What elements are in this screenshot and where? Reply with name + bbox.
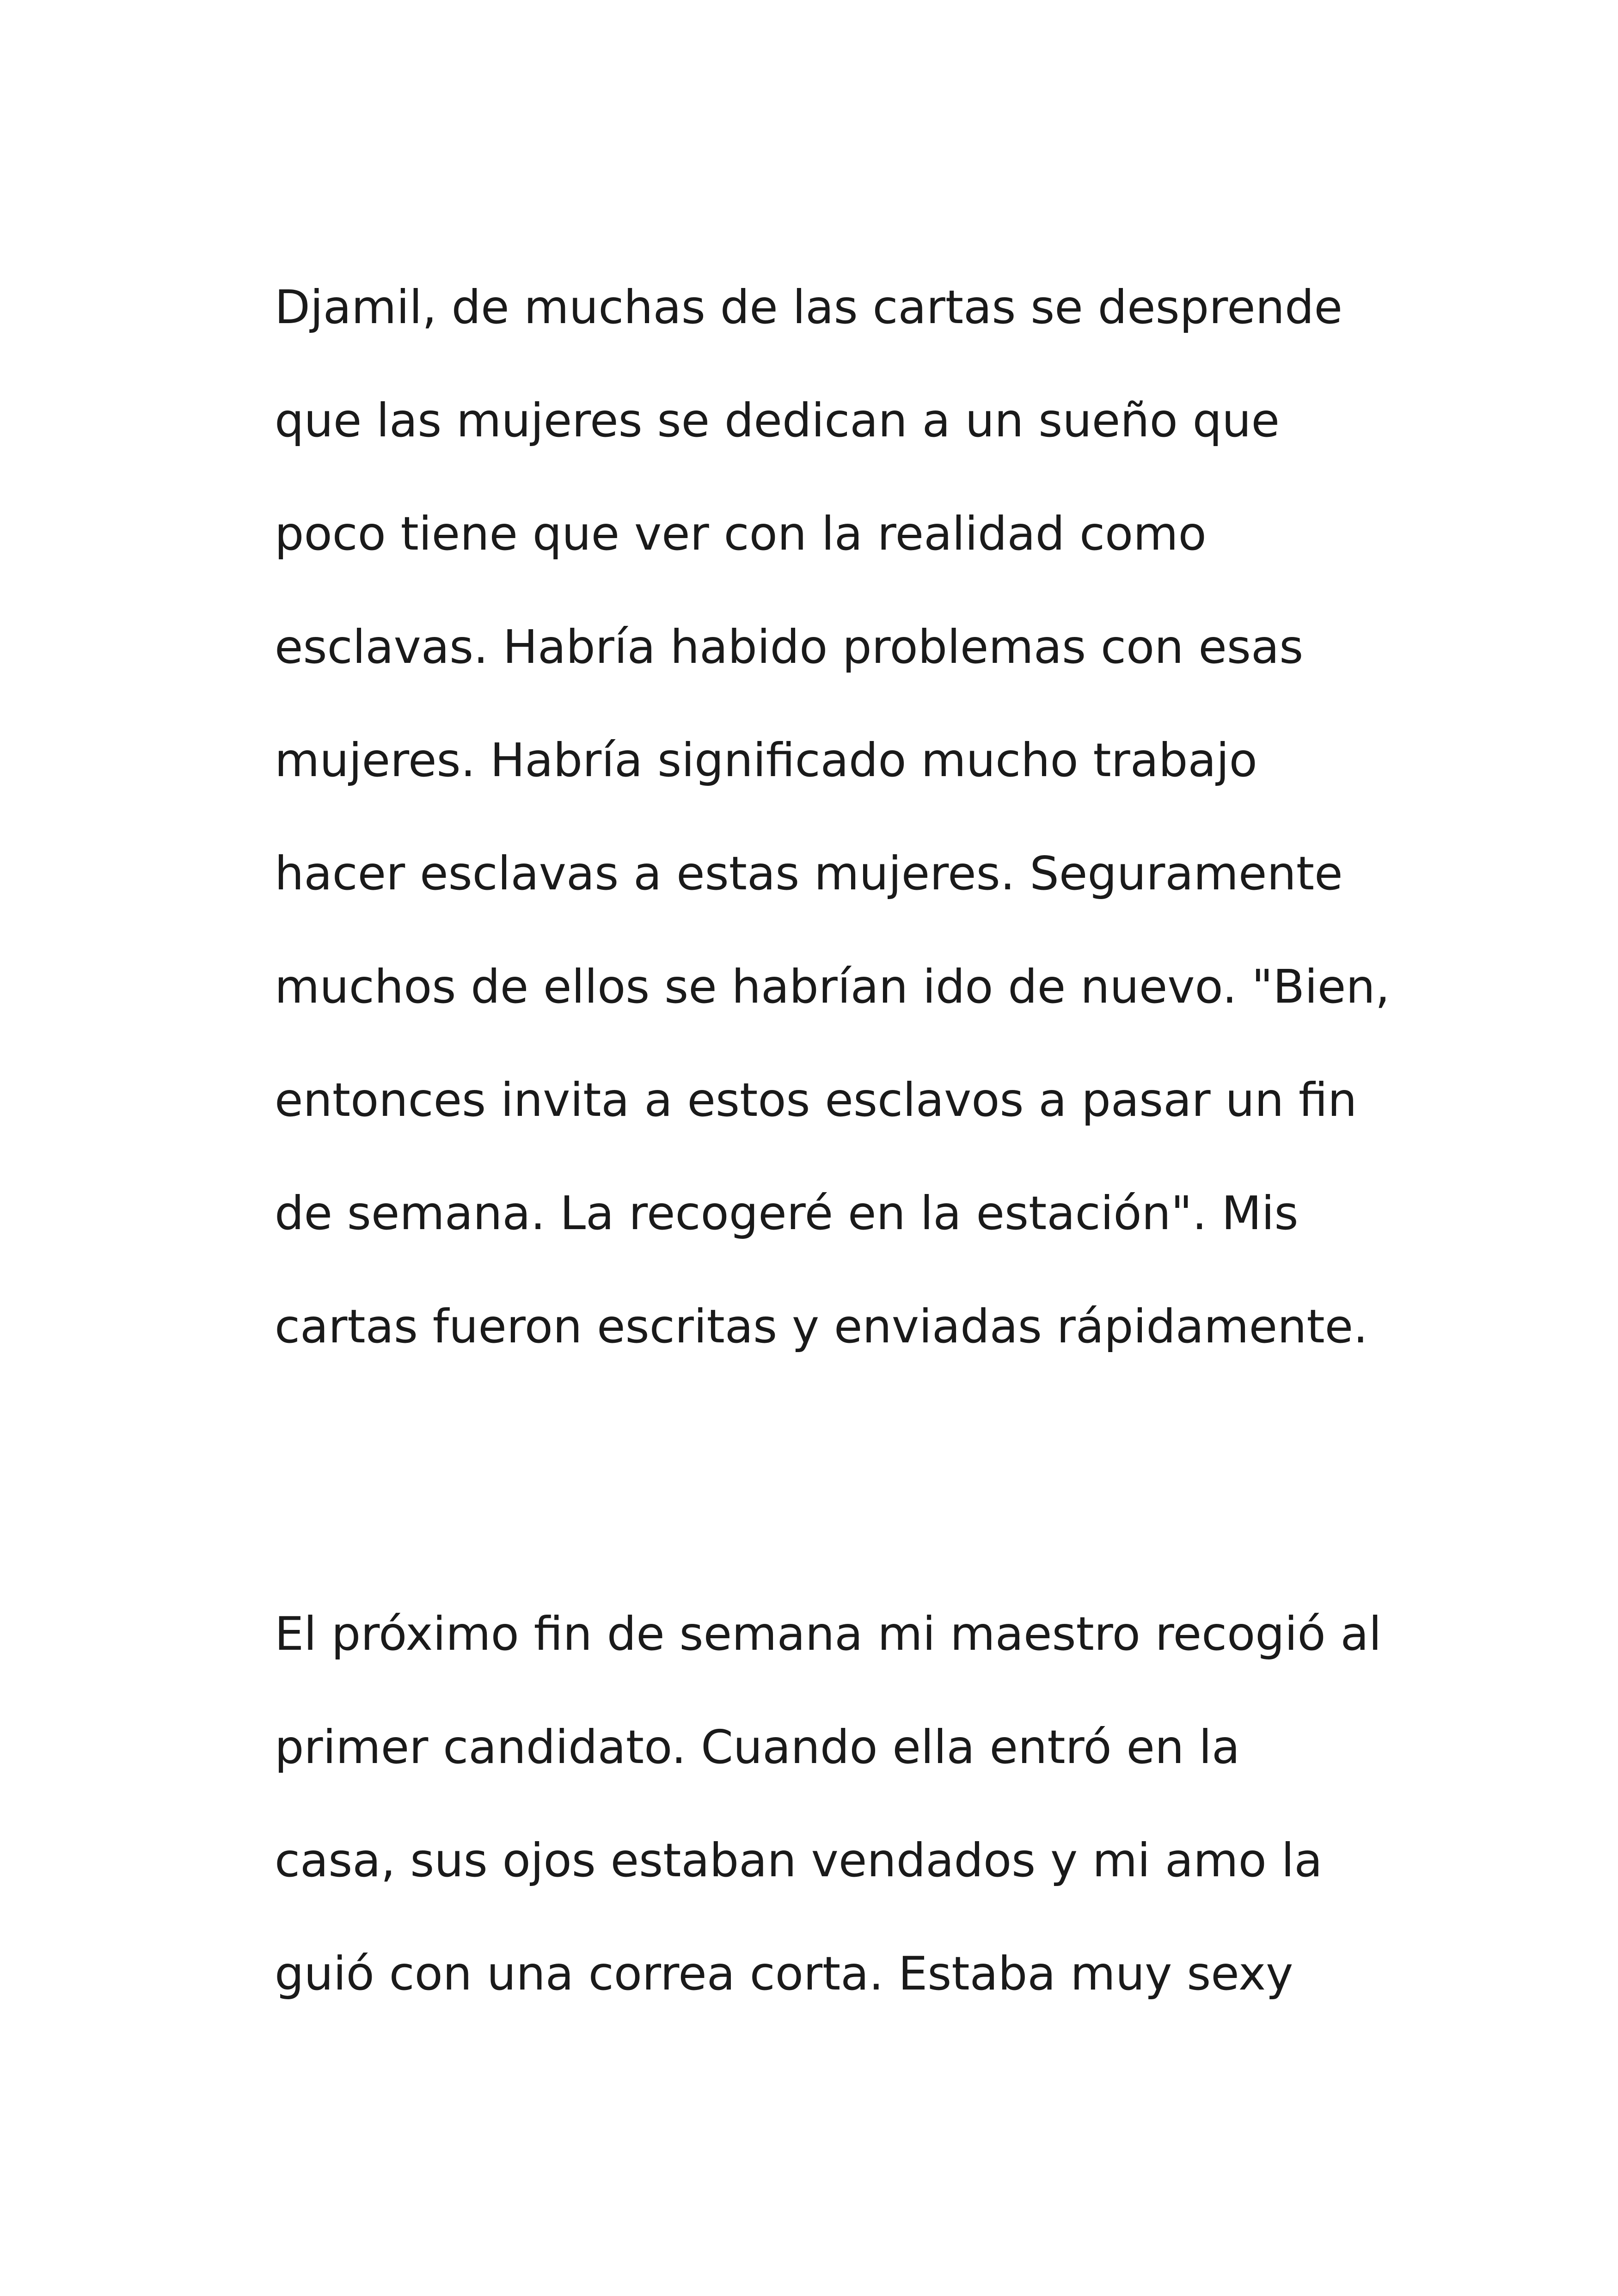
text-line: muchos de ellos se habrían ido de nuevo. "Bien, [275,960,1390,1014]
text-line: primer candidato. Cuando ella entró en la [275,1720,1240,1774]
text-line: mujeres. Habría significado mucho trabajo [275,733,1257,787]
text-line: que las mujeres se dedican a un sueño que [275,393,1280,447]
text-line: poco tiene que ver con la realidad como [275,507,1207,561]
text-line: hacer esclavas a estas mujeres. Seguramente [275,846,1343,900]
text-line: casa, sus ojos estaban vendados y mi amo la [275,1833,1323,1887]
text-line: El próximo fin de semana mi maestro recogió al [275,1607,1382,1661]
text-line: de semana. La recogeré en la estación". Mis [275,1186,1299,1240]
text-line: cartas fueron escritas y enviadas rápidamente. [275,1299,1368,1353]
text-line: esclavas. Habría habido problemas con esas [275,620,1304,674]
text-line: guió con una correa corta. Estaba muy sexy [275,1947,1293,2001]
text-line: entonces invita a estos esclavos a pasar un fin [275,1073,1357,1127]
text-line: Djamil, de muchas de las cartas se desprende [275,280,1343,334]
